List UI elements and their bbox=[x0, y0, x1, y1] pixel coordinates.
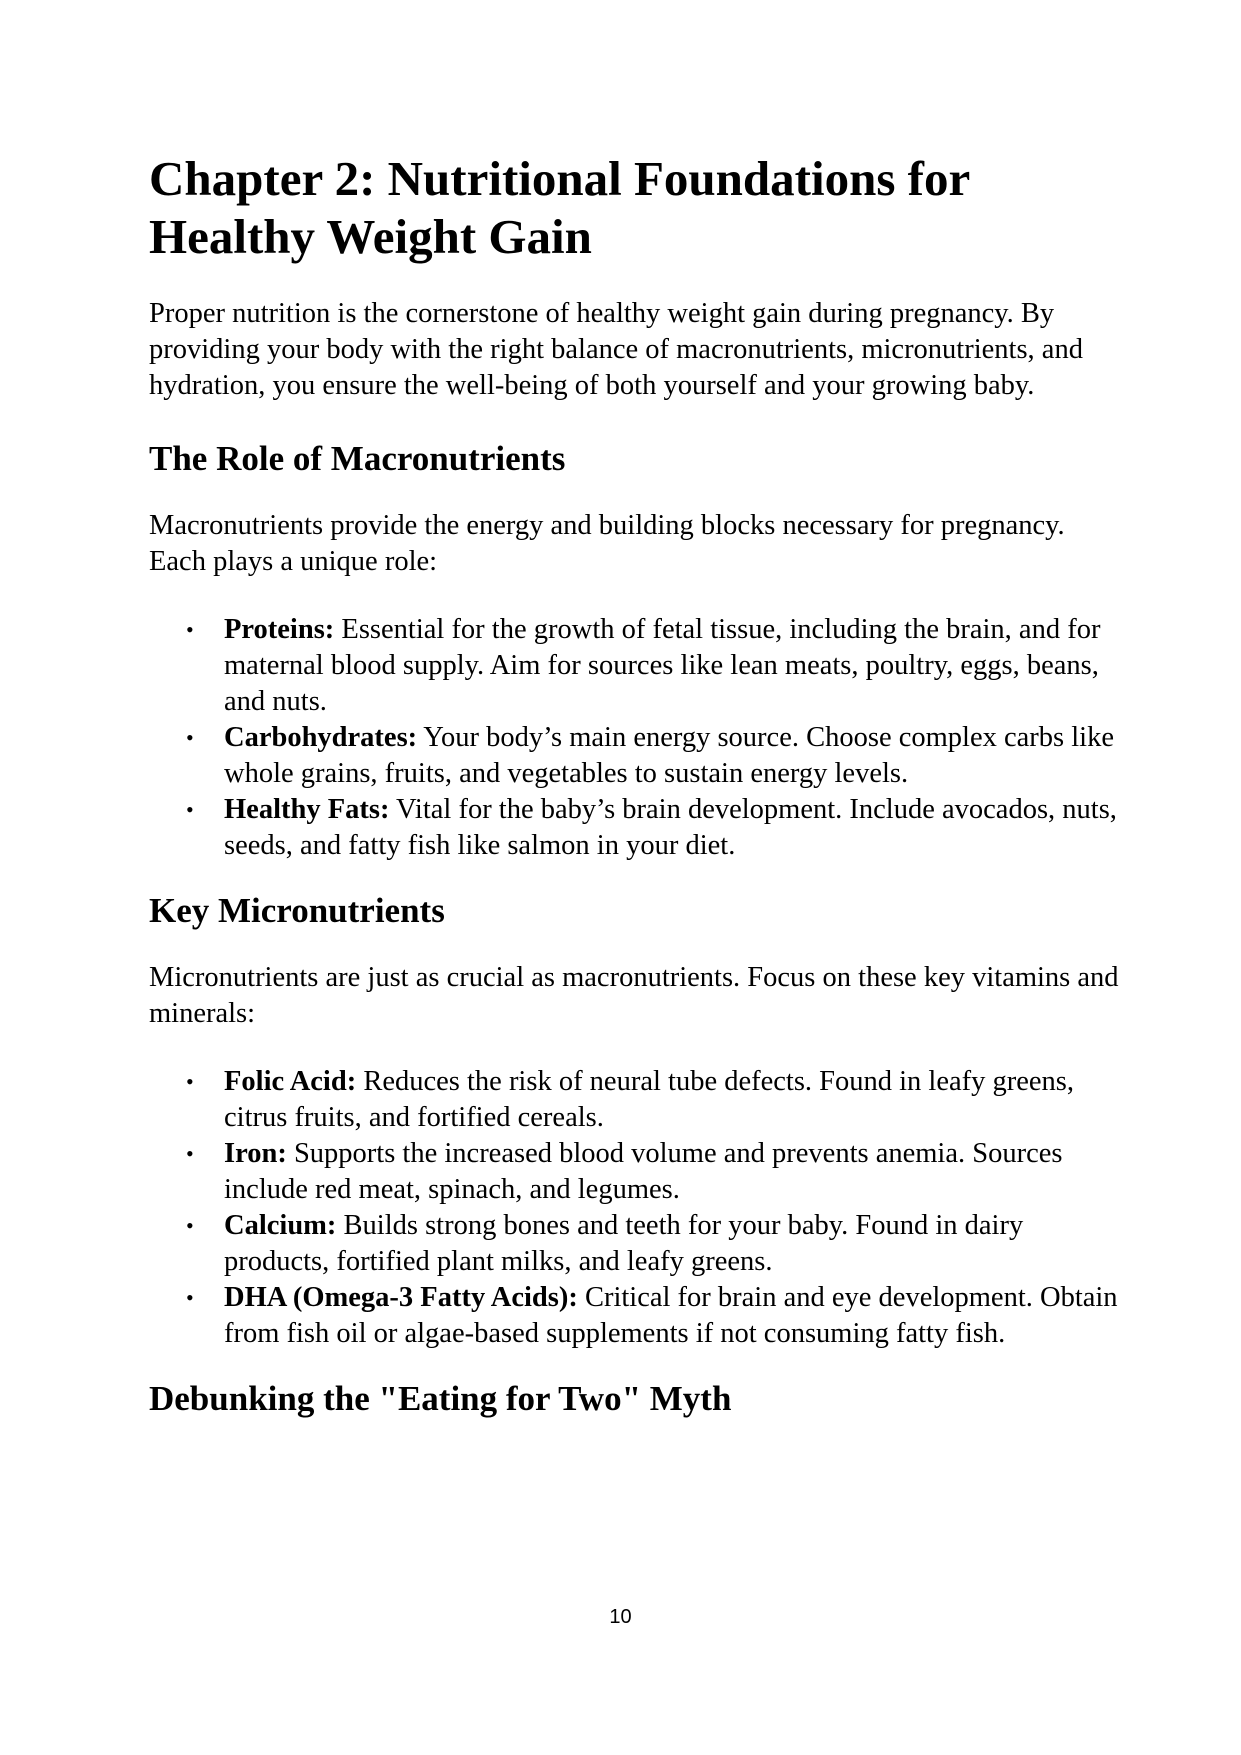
list-item-term: Carbohydrates: bbox=[224, 722, 418, 753]
list-item-folic-acid bbox=[149, 1064, 1119, 1136]
macronutrients-heading: The Role of Macronutrients bbox=[149, 439, 566, 478]
list-item-term: Proteins: bbox=[224, 614, 335, 645]
bullet-icon: • bbox=[186, 617, 194, 642]
chapter-intro-paragraph: Proper nutrition is the cornerstone of healthy weight gain during pregnancy. By providing your body with the right balance of macronutrients, micronutrients, and hydration, you ensure the well-being of both yourself and your growing baby. bbox=[149, 298, 1083, 401]
micronutrients-intro-paragraph: Micronutrients are just as crucial as macronutrients. Focus on these key vitamins and minerals: bbox=[149, 962, 1119, 1029]
list-item-carbohydrates bbox=[149, 720, 1119, 792]
list-item-term: Folic Acid: bbox=[224, 1066, 357, 1097]
list-item-text: Vital for the baby’s brain development. Include avocados, nuts, seeds, and fatty fish like salmon in your diet. bbox=[224, 794, 1117, 861]
micronutrients-list bbox=[149, 1064, 1119, 1352]
list-item-proteins bbox=[149, 612, 1119, 720]
macronutrients-intro-paragraph: Macronutrients provide the energy and building blocks necessary for pregnancy. Each plays a unique role: bbox=[149, 510, 1065, 577]
bullet-icon: • bbox=[186, 1285, 194, 1310]
list-item-term: DHA (Omega-3 Fatty Acids): bbox=[224, 1282, 578, 1313]
bullet-icon: • bbox=[186, 725, 194, 750]
list-item-calcium bbox=[149, 1208, 1119, 1280]
bullet-icon: • bbox=[186, 797, 194, 822]
macronutrients-list bbox=[149, 612, 1119, 864]
chapter-title: Chapter 2: Nutritional Foundations for Healthy Weight Gain bbox=[149, 151, 970, 264]
page-number: 10 bbox=[609, 1606, 632, 1628]
list-item-term: Iron: bbox=[224, 1138, 287, 1169]
list-item-text: Reduces the risk of neural tube defects. Found in leafy greens, citrus fruits, and fortified cereals. bbox=[224, 1066, 1075, 1133]
list-item-term: Healthy Fats: bbox=[224, 794, 390, 825]
list-item-text: Your body’s main energy source. Choose complex carbs like whole grains, fruits, and vegetables to sustain energy levels. bbox=[224, 722, 1114, 789]
list-item-healthy-fats bbox=[149, 792, 1119, 864]
list-item-text: Critical for brain and eye development. Obtain from fish oil or algae-based supplements if not consuming fatty fish. bbox=[224, 1282, 1118, 1349]
list-item-dha bbox=[149, 1280, 1119, 1352]
list-item-term: Calcium: bbox=[224, 1210, 337, 1241]
bullet-icon: • bbox=[186, 1213, 194, 1238]
micronutrients-heading: Key Micronutrients bbox=[149, 891, 445, 930]
bullet-icon: • bbox=[186, 1069, 194, 1094]
document-page bbox=[149, 150, 1119, 1420]
myth-heading: Debunking the "Eating for Two" Myth bbox=[149, 1379, 732, 1418]
list-item-text: Supports the increased blood volume and prevents anemia. Sources include red meat, spinach, and legumes. bbox=[224, 1138, 1063, 1205]
bullet-icon: • bbox=[186, 1141, 194, 1166]
list-item-iron bbox=[149, 1136, 1119, 1208]
list-item-text: Builds strong bones and teeth for your baby. Found in dairy products, fortified plant milks, and leafy greens. bbox=[224, 1210, 1024, 1277]
list-item-text: Essential for the growth of fetal tissue, including the brain, and for maternal blood supply. Aim for sources like lean meats, poultry, eggs, beans, and nuts. bbox=[224, 614, 1101, 717]
